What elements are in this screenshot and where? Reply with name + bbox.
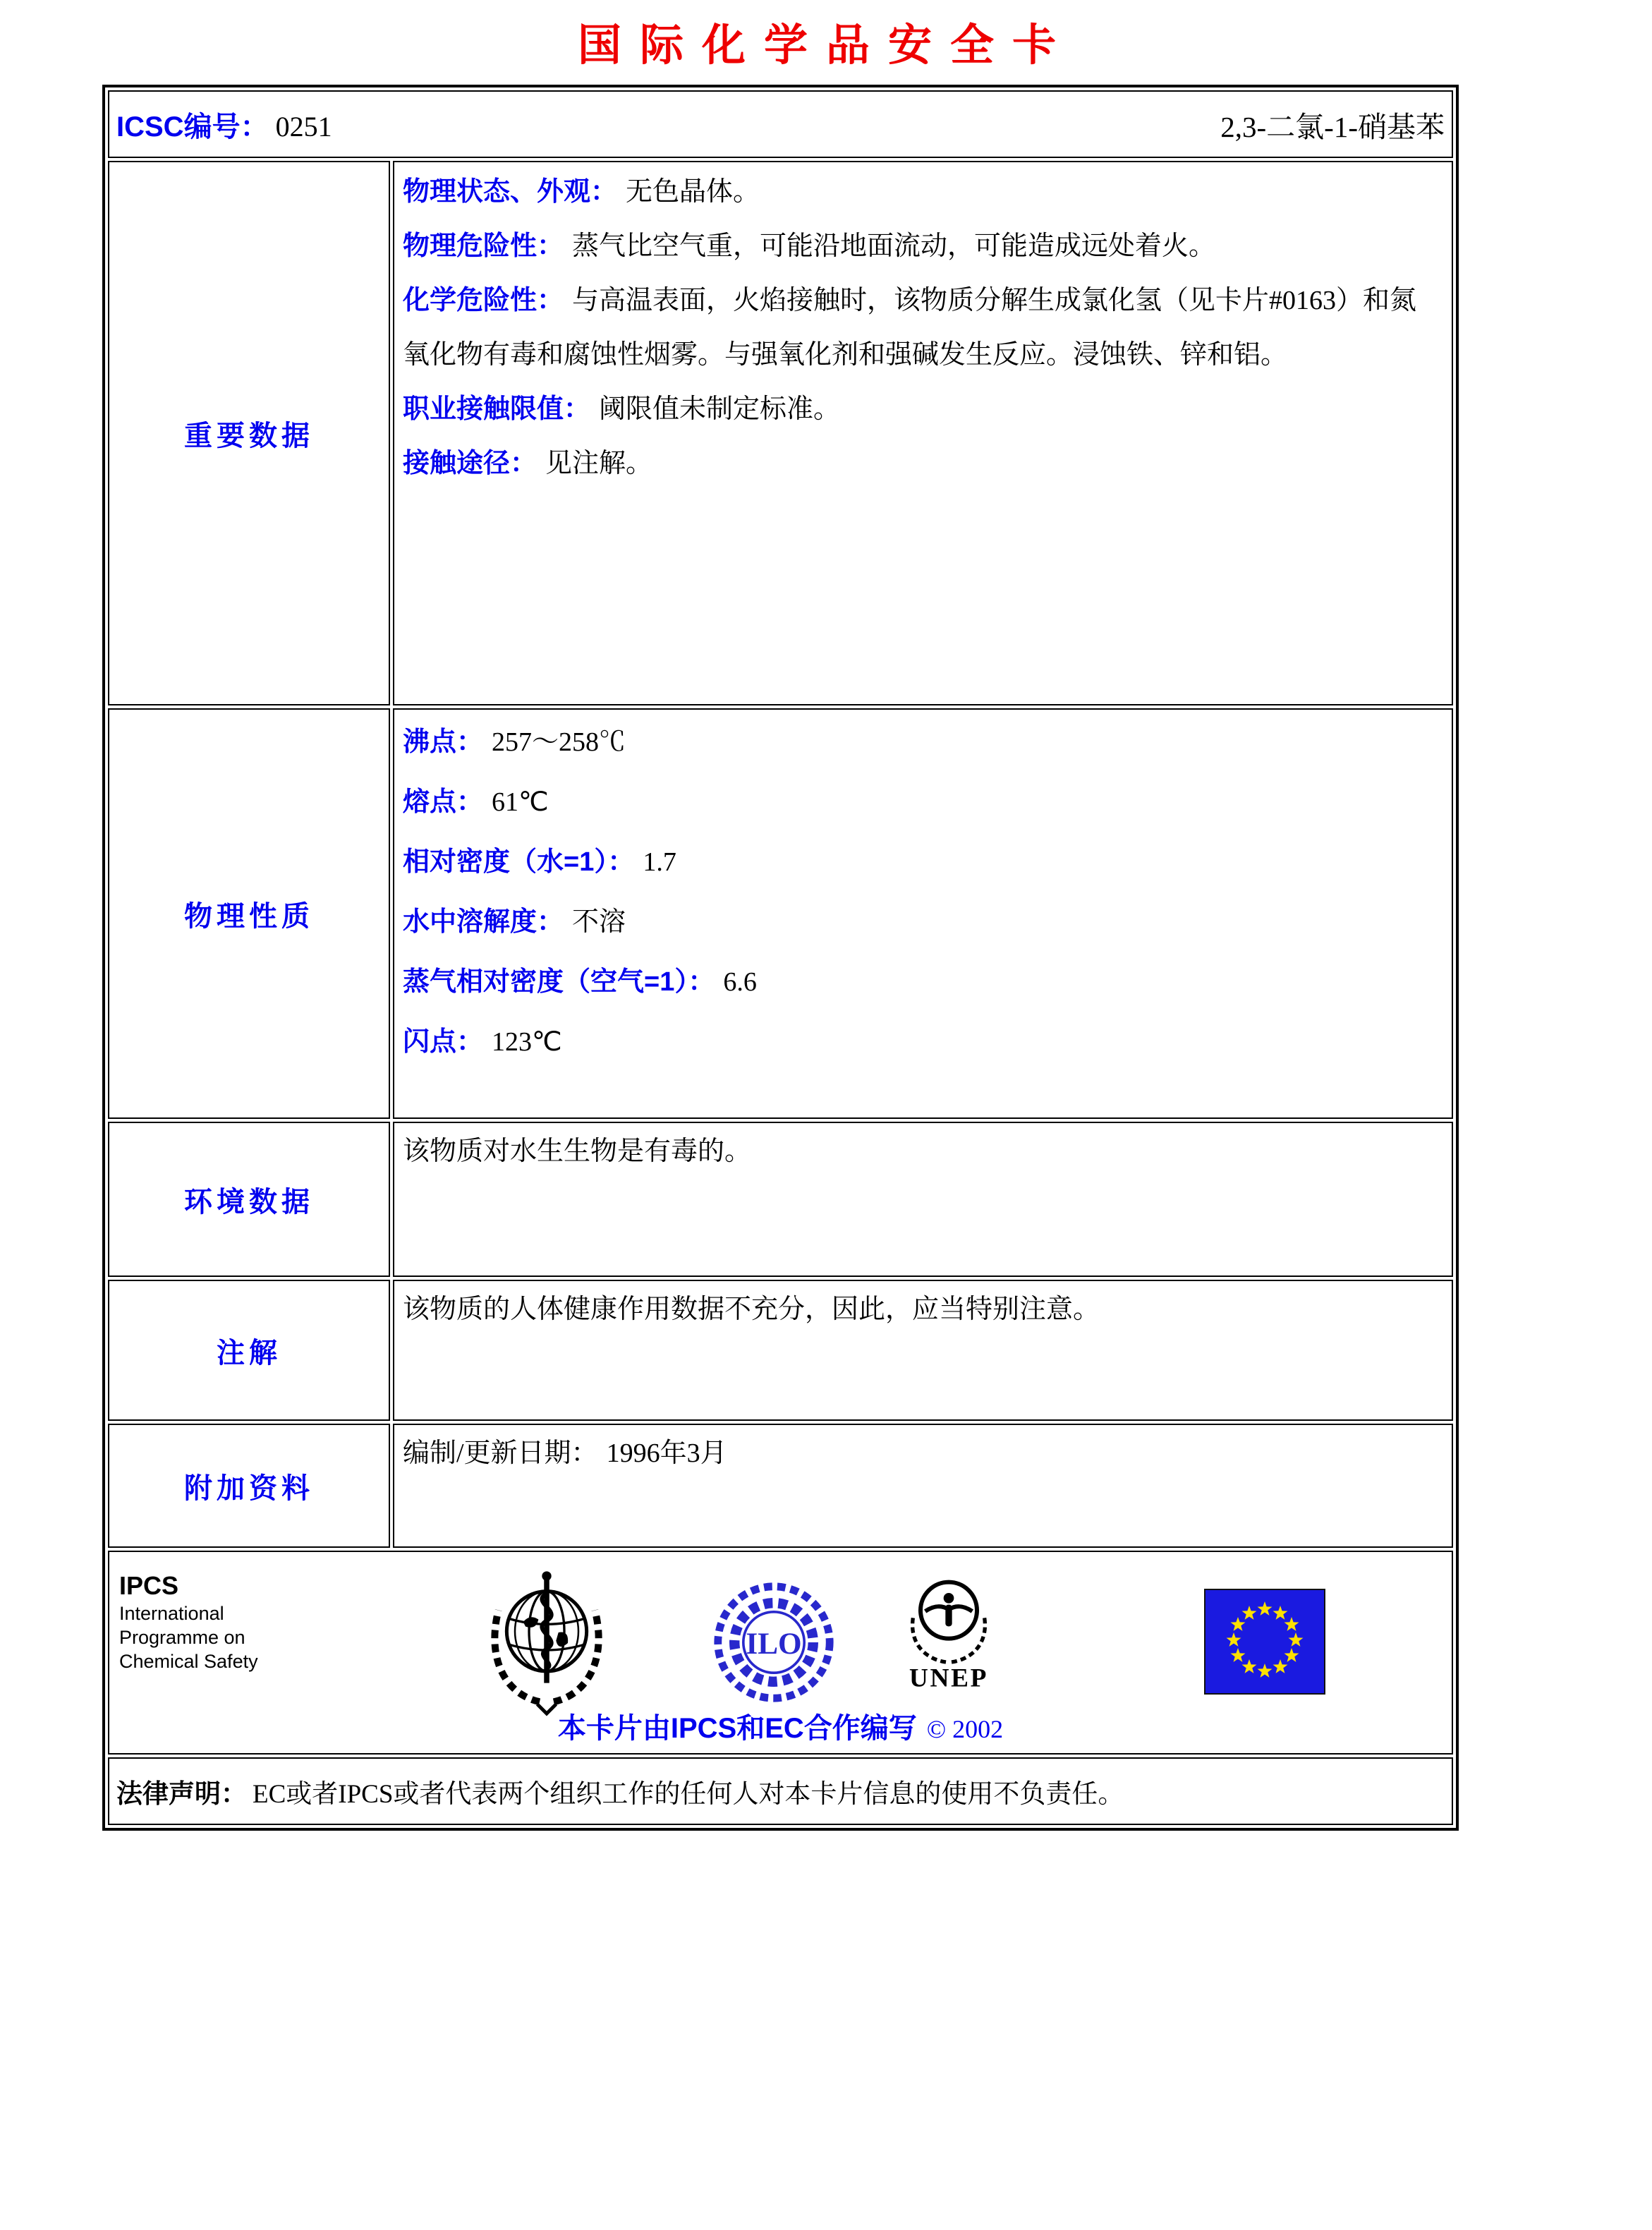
header-row — [108, 90, 1453, 158]
field-value: 阈限值未制定标准。 — [599, 394, 841, 424]
who-logo-icon — [476, 1565, 617, 1721]
ilo-logo-icon — [710, 1579, 837, 1706]
field-value: 1996年3月 — [606, 1438, 727, 1468]
field-label: 职业接触限值： — [403, 394, 591, 424]
field-physical-state — [403, 165, 1443, 219]
section-label-additional-info: 附加资料 — [184, 1472, 314, 1504]
field-value: 见注解。 — [545, 449, 653, 478]
field-label: 熔点： — [403, 787, 484, 817]
field-label: 接触途径： — [403, 449, 537, 478]
field-value: 6.6 — [723, 967, 757, 997]
eu-flag-icon — [1204, 1589, 1325, 1695]
icsc-number-value: 0251 — [275, 110, 332, 143]
notes-text: 该物质的人体健康作用数据不充分，因此，应当特别注意。 — [403, 1295, 1100, 1324]
logos-cell — [108, 1551, 1453, 1755]
page-title: 国际化学品安全卡 — [577, 22, 1074, 70]
field-value: 不溶 — [572, 907, 626, 937]
icsc-card — [102, 85, 1459, 1831]
field-value: 123℃ — [492, 1027, 562, 1057]
legal-row — [108, 1757, 1453, 1825]
ipcs-text-block — [119, 1570, 258, 1673]
field-label: 沸点： — [403, 727, 484, 757]
copyright-year: © 2002 — [926, 1715, 1004, 1743]
field-label: 相对密度（水=1）： — [403, 847, 635, 877]
field-physical-hazard — [403, 219, 1443, 274]
card-header-cell — [108, 90, 1453, 158]
notes-content-cell — [393, 1280, 1453, 1421]
section-label-notes: 注解 — [217, 1337, 281, 1369]
unep-label: UNEP — [909, 1664, 989, 1690]
field-update-date — [403, 1428, 1443, 1476]
field-flash-point — [403, 1012, 1443, 1072]
ipcs-line: Programme on — [119, 1627, 245, 1648]
legal-label: 法律声明： — [116, 1779, 247, 1808]
field-exposure-routes — [403, 437, 1443, 491]
field-value: 无色晶体。 — [626, 177, 760, 207]
important-data-label-cell — [108, 161, 390, 705]
notes-row — [108, 1280, 1453, 1421]
icsc-number-label: ICSC编号： — [116, 111, 269, 143]
field-occupational-limit — [403, 382, 1443, 437]
field-chemical-hazard — [403, 274, 1443, 382]
icsc-number-group — [116, 104, 332, 145]
field-value: 蒸气比空气重，可能沿地面流动，可能造成远处着火。 — [572, 231, 1216, 261]
important-data-content-cell — [393, 161, 1453, 705]
field-value: 61℃ — [492, 787, 549, 817]
environmental-data-row — [108, 1122, 1453, 1277]
ipcs-line: Chemical Safety — [119, 1651, 258, 1672]
environmental-data-text: 该物质对水生生物是有毒的。 — [403, 1137, 752, 1166]
additional-info-content-cell — [393, 1424, 1453, 1548]
copyright-line — [109, 1706, 1452, 1746]
physical-properties-label-cell — [108, 708, 390, 1119]
environmental-data-content-cell — [393, 1122, 1453, 1277]
field-label: 编制/更新日期： — [403, 1438, 598, 1468]
field-value: 257～258℃ — [492, 727, 626, 757]
ilo-label: ILO — [746, 1628, 802, 1661]
important-data-row — [108, 161, 1453, 705]
section-label-physical-properties: 物理性质 — [184, 900, 314, 932]
additional-info-row — [108, 1424, 1453, 1548]
logos-row — [108, 1551, 1453, 1755]
field-label: 化学危险性： — [403, 286, 564, 315]
field-label: 物理状态、外观： — [403, 177, 618, 207]
field-label: 水中溶解度： — [403, 907, 564, 937]
physical-properties-row — [108, 708, 1453, 1119]
notes-label-cell — [108, 1280, 390, 1421]
field-label: 闪点： — [403, 1027, 484, 1057]
copyright-text: 本卡片由IPCS和EC合作编写 — [557, 1713, 917, 1744]
additional-info-label-cell — [108, 1424, 390, 1548]
physical-properties-content-cell — [393, 708, 1453, 1119]
icsc-table — [105, 87, 1456, 1828]
legal-cell — [108, 1757, 1453, 1825]
field-value: 1.7 — [643, 847, 676, 877]
legal-text: EC或者IPCS或者代表两个组织工作的任何人对本卡片信息的使用不负责任。 — [253, 1780, 1124, 1809]
section-label-important-data: 重要数据 — [184, 420, 314, 452]
field-label: 蒸气相对密度（空气=1）： — [403, 967, 715, 997]
field-vapor-density — [403, 952, 1443, 1012]
chemical-name: 2,3-二氯-1-硝基苯 — [1220, 110, 1445, 143]
field-water-solubility — [403, 892, 1443, 952]
field-relative-density — [403, 832, 1443, 892]
section-label-environmental-data: 环境数据 — [184, 1186, 314, 1218]
environmental-data-label-cell — [108, 1122, 390, 1277]
field-value: 与高温表面，火焰接触时，该物质分解生成氯化氢（见卡片#0163）和氮氧化物有毒和腐蚀性烟雾。与强氧化剂和强碱发生反应。浸蚀铁、锌和铝。 — [403, 286, 1417, 370]
field-melting-point — [403, 772, 1443, 832]
field-boiling-point — [403, 713, 1443, 772]
field-label: 物理危险性： — [403, 231, 564, 261]
unep-logo-icon — [892, 1569, 1005, 1690]
ipcs-abbr: IPCS — [119, 1571, 179, 1600]
ipcs-line: International — [119, 1603, 224, 1624]
